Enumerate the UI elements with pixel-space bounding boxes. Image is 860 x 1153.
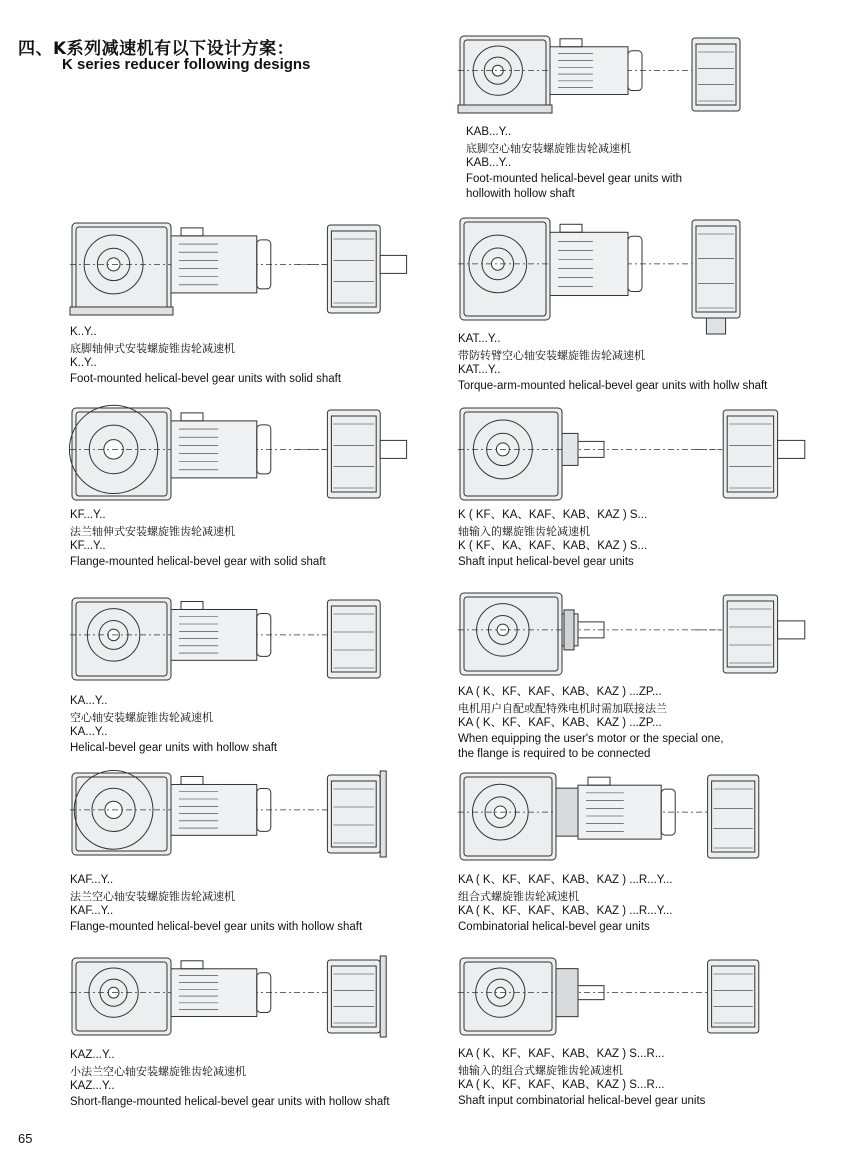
gear-housing: [460, 218, 550, 320]
terminal-box: [181, 601, 203, 609]
design-kaf-y: [70, 765, 440, 945]
design-name-en: Helical-bevel gear units with hollow shaft: [70, 741, 278, 754]
terminal-box: [181, 228, 203, 236]
design-k-s: [458, 400, 848, 580]
design-name-en: Flange-mounted helical-bevel gear units with hollow shaft: [70, 920, 363, 933]
terminal-box: [181, 413, 203, 421]
design-code-2: KAB...Y..: [466, 157, 512, 169]
gear-housing: [460, 408, 562, 500]
design-name-en-2: hollowith hollow shaft: [466, 188, 575, 200]
terminal-box: [181, 776, 203, 784]
output-shaft: [380, 440, 406, 458]
design-ka-r-y: [458, 765, 848, 945]
design-name-en: Shaft input helical-bevel gear units: [458, 555, 634, 568]
design-code: KA...Y..: [70, 695, 108, 707]
page-number: 65: [18, 1131, 33, 1146]
input-cover: [562, 433, 578, 465]
design-code: KAF...Y..: [70, 874, 114, 886]
design-code-2: KAF...Y..: [70, 905, 114, 917]
gear-unit-drawing: [458, 950, 778, 1045]
gear-unit-drawing: [458, 210, 758, 330]
side-view: [708, 775, 759, 858]
side-view: [692, 220, 740, 318]
design-name-cn: 法兰轴伸式安装螺旋锥齿轮减速机: [70, 524, 235, 538]
gear-unit-drawing: [458, 400, 798, 510]
design-code-2: KAZ...Y..: [70, 1080, 115, 1092]
design-code-2: KA...Y..: [70, 726, 108, 738]
design-name-cn: 空心轴安装螺旋锥齿轮减速机: [70, 710, 213, 724]
design-code: KAT...Y..: [458, 333, 501, 345]
design-kaz-y: [70, 950, 450, 1120]
gear-unit-drawing: [70, 215, 400, 325]
gear-unit-drawing: [458, 28, 758, 123]
terminal-box: [560, 224, 582, 232]
design-ka-zp: [458, 585, 848, 775]
design-name-cn: 组合式螺旋锥齿轮减速机: [458, 889, 579, 903]
motor-body: [171, 236, 257, 293]
design-name-cn: 小法兰空心轴安装螺旋锥齿轮减速机: [70, 1064, 246, 1078]
motor-body: [550, 232, 628, 295]
design-name-cn: 轴输入的螺旋锥齿轮减速机: [458, 524, 590, 538]
motor-body: [171, 969, 257, 1017]
design-name-cn: 电机用户自配或配特殊电机时需加联接法兰: [458, 701, 667, 715]
design-kat-y: [458, 210, 848, 400]
design-code-2: KA ( K、KF、KAF、KAB、KAZ ) ...ZP...: [458, 717, 662, 729]
design-name-en: Foot-mounted helical-bevel gear units with: [466, 172, 683, 185]
design-code: KA ( K、KF、KAF、KAB、KAZ ) ...ZP...: [458, 686, 662, 698]
design-name-cn: 带防转臂空心轴安装螺旋锥齿轮减速机: [458, 348, 645, 362]
gear-housing: [460, 773, 556, 860]
design-name-en: Combinatorial helical-bevel gear units: [458, 920, 650, 933]
side-view: [327, 225, 380, 313]
motor-body: [578, 785, 661, 839]
side-view: [327, 960, 380, 1033]
design-kab-y: [458, 28, 838, 208]
output-shaft: [380, 255, 406, 273]
output-shaft: [778, 440, 805, 458]
design-name-en: Shaft input combinatorial helical-bevel gear units: [458, 1094, 706, 1107]
gear-unit-drawing: [70, 590, 400, 690]
side-view: [327, 600, 380, 678]
motor-body: [171, 421, 257, 478]
design-name-en: Torque-arm-mounted helical-bevel gear units with hollw shaft: [458, 379, 768, 392]
design-name-en: Short-flange-mounted helical-bevel gear units with hollow shaft: [70, 1095, 390, 1108]
gear-unit-drawing: [458, 765, 778, 870]
page-title-en: K series reducer following designs: [62, 56, 311, 73]
design-k-y: [70, 215, 430, 395]
output-shaft: [778, 621, 805, 639]
gear-unit-drawing: [458, 585, 798, 685]
design-code-2: KA ( K、KF、KAF、KAB、KAZ ) ...R...Y...: [458, 905, 673, 917]
side-view: [692, 38, 740, 111]
extra-stage: [556, 788, 578, 836]
design-code: K ( KF、KA、KAF、KAB、KAZ ) S...: [458, 509, 648, 521]
design-code-2: KF...Y..: [70, 540, 106, 552]
page-title-cn: 四、K系列减速机有以下设计方案：: [18, 39, 295, 59]
side-view: [327, 410, 380, 498]
design-name-cn: 法兰空心轴安装螺旋锥齿轮减速机: [70, 889, 235, 903]
terminal-box: [181, 961, 203, 969]
gear-unit-drawing: [70, 400, 400, 510]
design-code-2: KA ( K、KF、KAF、KAB、KAZ ) S...R...: [458, 1079, 665, 1091]
motor-body: [550, 47, 628, 95]
design-name-en-2: the flange is required to be connected: [458, 748, 651, 760]
design-name-en: Flange-mounted helical-bevel gear with solid shaft: [70, 555, 326, 568]
mounting-flange: [380, 771, 386, 857]
side-view: [708, 960, 759, 1033]
gear-unit-drawing: [70, 765, 400, 865]
terminal-box: [560, 39, 582, 47]
design-code-2: K ( KF、KA、KAF、KAB、KAZ ) S...: [458, 540, 648, 552]
design-code: KAB...Y..: [466, 126, 512, 138]
mounting-foot: [458, 105, 552, 113]
design-code-2: K..Y..: [70, 357, 97, 369]
design-ka-s-r: [458, 950, 848, 1120]
design-name-cn: 底脚空心轴安装螺旋锥齿轮减速机: [466, 141, 631, 155]
design-name-en: When equipping the user's motor or the special one,: [458, 732, 724, 745]
adapter-flange: [564, 610, 574, 650]
design-kf-y: [70, 400, 430, 580]
side-view: [327, 775, 380, 853]
extra-stage: [556, 969, 578, 1017]
design-name-en: Foot-mounted helical-bevel gear units with solid shaft: [70, 372, 342, 385]
design-name-cn: 底脚轴伸式安装螺旋锥齿轮减速机: [70, 341, 235, 355]
mounting-foot: [70, 307, 173, 315]
design-code: KF...Y..: [70, 509, 106, 521]
design-code: KA ( K、KF、KAF、KAB、KAZ ) S...R...: [458, 1048, 665, 1060]
terminal-box: [588, 777, 610, 785]
side-view: [723, 410, 777, 498]
design-code: KAZ...Y..: [70, 1049, 115, 1061]
motor-body: [171, 609, 257, 660]
design-code-2: KAT...Y..: [458, 364, 501, 376]
design-code: K..Y..: [70, 326, 97, 338]
design-name-cn: 轴输入的组合式螺旋锥齿轮减速机: [458, 1063, 623, 1077]
design-code: KA ( K、KF、KAF、KAB、KAZ ) ...R...Y...: [458, 874, 673, 886]
motor-body: [171, 784, 257, 835]
gear-housing: [72, 223, 171, 315]
design-ka-y: [70, 590, 430, 770]
mounting-flange: [380, 956, 386, 1037]
gear-unit-drawing: [70, 950, 400, 1045]
side-view: [723, 595, 777, 673]
